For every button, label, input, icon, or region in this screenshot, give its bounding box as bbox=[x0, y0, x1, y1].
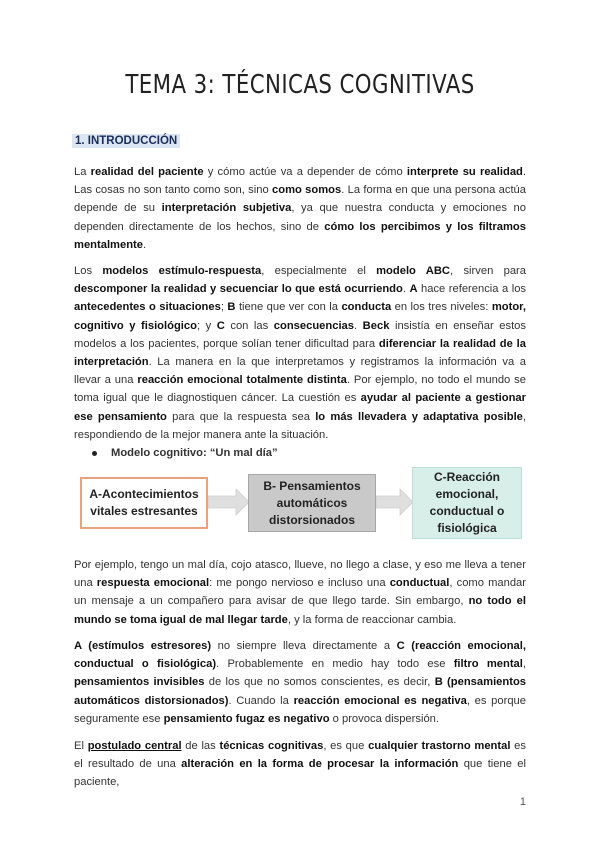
document-title: TEMA 3: TÉCNICAS COGNITIVAS bbox=[125, 70, 475, 100]
paragraph-3: Por ejemplo, tengo un mal día, cojo atasco, llueve, no llego a clase, y eso me lleva a tener una respuesta emocional: me pongo nervioso e incluso una conductual, como mandar un mensaje a un compañero para avisar de que llego tarde. Sin embargo, no todo el mundo se toma igual de mal llegar tarde, y la forma de reaccionar cambia. bbox=[74, 559, 527, 626]
paragraph-1: La realidad del paciente y cómo actúe va a depender de cómo interprete su realidad. Las cosas no son tanto como son, sino como somos. La forma en que una persona actúa depende de su interpretación subjetiva, ya que nuestra conducta y emociones no dependen directamente de los hechos, sino de cómo los percibimos y los filtramos mentalmente. bbox=[74, 166, 526, 251]
page-number: 1 bbox=[519, 796, 526, 808]
diagram-box-a: A-Acontecimientos vitales estresantes bbox=[80, 477, 208, 529]
paragraph-4: A (estímulos estresores) no siempre lleva directamente a C (reacción emocional, conductual o fisiológica). Probablemente en medio hay todo ese filtro mental, pensamientos invisibles de los que no somos conscientes, es decir, B (pensamientos automáticos distorsionados). Cuando la reacción emocional es negativa, es porque seguramente ese pensamiento fugaz es negativo o provoca dispersión. bbox=[74, 640, 527, 725]
paragraph-5: El postulado central de las técnicas cognitivas, es que cualquier trastorno mental es el resultado de una alteración en la forma de procesar la información que tiene el paciente, bbox=[74, 740, 526, 789]
arrow-right-icon bbox=[208, 487, 250, 517]
section-heading: 1. INTRODUCCIÓN bbox=[72, 134, 180, 148]
diagram-box-b: B- Pensamientos automáticos distorsionados bbox=[248, 474, 376, 532]
paragraph-2: Los modelos estímulo-respuesta, especialmente el modelo ABC, sirven para descomponer la realidad y secuenciar lo que está ocurriendo. A hace referencia a los antecedentes o situaciones; B tiene que ver con la conducta en los tres niveles: motor, cognitivo y fisiológico; y C con las consecuencias. Beck insistía en enseñar estos modelos a los pacientes, porque solían tener dificultad para diferenciar la realidad de la interpretación. La manera en la que interpretamos y registramos la información va a llevar a una reacción emocional totalmente distinta. Por ejemplo, no todo el mundo se toma igual que le diagnostiquen cáncer. La cuestión es ayudar al paciente a gestionar ese pensamiento para que la respuesta sea lo más llevadera y adaptativa posible, respondiendo de la mejor manera ante la situación. bbox=[74, 265, 527, 441]
diagram-box-c: C-Reacción emocional, conductual o fisiológica bbox=[412, 467, 522, 539]
arrow-right-icon bbox=[376, 487, 414, 517]
bullet-dot bbox=[92, 451, 97, 456]
bullet-label: Modelo cognitivo: “Un mal día” bbox=[111, 447, 278, 459]
bullet-item bbox=[92, 447, 278, 459]
